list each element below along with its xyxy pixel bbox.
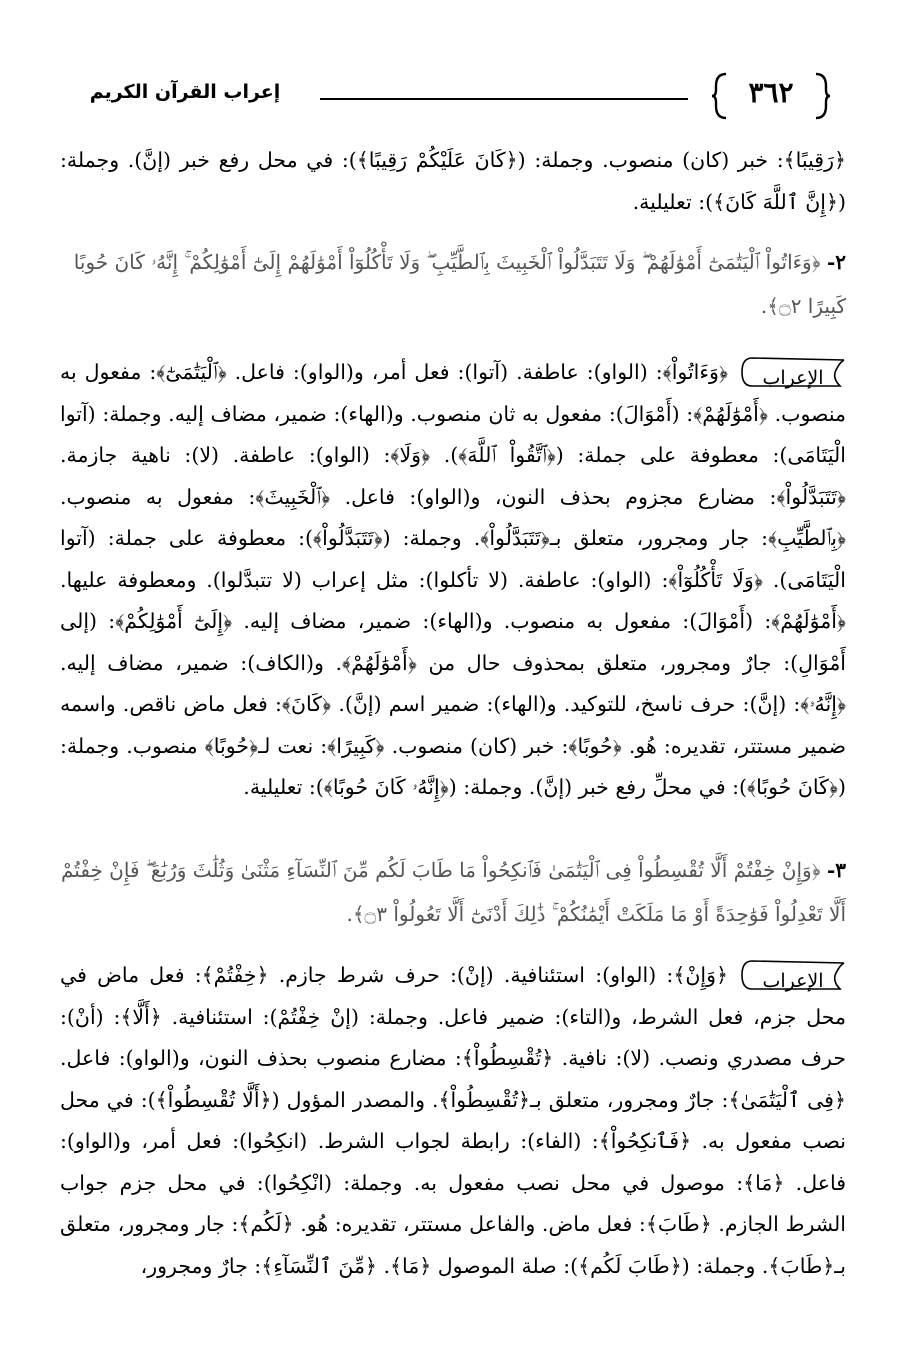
verse-text: ﴿وَءَاتُواْ ٱلْيَتَٰمَىٰٓ أَمْوَٰلَهُمْ ۖ وَلَا تَتَبَدَّلُواْ ٱلْخَبِيثَ بِٱلطَّيِّبِ ۖ وَلَا تَأْكُلُوٓاْ أَمْوَٰلَهُمْ إِلَىٰٓ أَمْوَٰلِكُمْ ۚ إِنَّهُۥ كَانَ حُوبًا كَبِيرًا ۝٢﴾. (73, 250, 846, 318)
page-header (60, 68, 830, 126)
verse-2 (60, 240, 846, 328)
irab-label-badge (740, 354, 846, 390)
verse-3 (60, 848, 846, 936)
verse-text: ﴿وَإِنْ خِفْتُمْ أَلَّا تُقْسِطُواْ فِى ٱلْيَتَٰمَىٰ فَٱنكِحُواْ مَا طَابَ لَكُم مِّنَ ٱلنِّسَآءِ مَثْنَىٰ وَثُلَٰثَ وَرُبَٰعَ ۖ فَإِنْ خِفْتُمْ أَلَّا تَعْدِلُواْ فَوَٰحِدَةً أَوْ مَا مَلَكَتْ أَيْمَٰنُكُمْ ۚ ذَٰلِكَ أَدْنَىٰٓ أَلَّا تَعُولُواْ ۝٣﴾. (61, 858, 846, 926)
irab-label: الإعراب (762, 970, 824, 992)
book-title: إعراب القرآن الكريم (89, 81, 281, 103)
irab-text: ﴿وَإِنْ﴾: (الواو): استئنافية. (إنْ): حرف شرط جازم. ﴿خِفْتُمْ﴾: فعل ماض في محل جزم، فعل الشرط، و(التاء): ضمير فاعل. وجملة: (إنْ خِفْتُمْ): استئنافية. ﴿أَلَّا﴾: (أنْ): حرف مصدري ونصب. (لا): نافية. ﴿تُقْسِطُواْ﴾: مضارع منصوب بحذف النون، و(الواو): فاعل. ﴿فِى ٱلْيَتَٰمَىٰ﴾: جارٌ ومجرور، متعلق بـ﴿تُقْسِطُواْ﴾. والمصدر المؤول (﴿أَلَّا تُقْسِطُواْ﴾): في محل نصب مفعول به. ﴿فَٱنكِحُواْ﴾: (الفاء): رابطة لجواب الشرط. (انكِحُوا): فعل أمر، و(الواو): فاعل. ﴿مَا﴾: موصول في محل نصب مفعول به. وجملة: (انْكِحُوا): في محل جزم جواب الشرط الجازم. ﴿طَابَ﴾: فعل ماض. والفاعل مستتر، تقديره: هُو. ﴿لَكُم﴾: جار ومجرور، متعلق بـ﴿طَابَ﴾. وجملة: (﴿طَابَ لَكُم﴾): صلة الموصول ﴿مَا﴾. ﴿مِّنَ ٱلنِّسَآءِ﴾: جارٌ ومجرور، (60, 963, 846, 1278)
irab-text: ﴿وَءَاتُواْ﴾: (الواو): عاطفة. (آتوا): فعل أمر، و(الواو): فاعل. ﴿ٱلْيَتَٰمَىٰٓ﴾: مفعول به منصوب. ﴿أَمْوَٰلَهُمْ﴾: (أَمْوَالَ): مفعول به ثان منصوب. و(الهاء): ضمير، مضاف إليه. وجملة: (آتوا الْيَتَامَى): معطوفة على جملة: (﴿ٱتَّقُواْ ٱللَّهَ﴾). ﴿وَلَا﴾: (الواو): عاطفة. (لا): ناهية جازمة. ﴿تَتَبَدَّلُواْ﴾: مضارع مجزوم بحذف النون، و(الواو): فاعل. ﴿ٱلْخَبِيثَ﴾: مفعول به منصوب. ﴿بِٱلطَّيِّبِ﴾: جار ومجرور، متعلق بـ﴿تَتَبَدَّلُواْ﴾. وجملة: (﴿تَتَبَدَّلُواْ﴾): معطوفة على جملة: (آتوا الْيَتَامَى). ﴿وَلَا تَأْكُلُوٓاْ﴾: (الواو): عاطفة. (لا تأكلوا): مثل إعراب (لا تتبدَّلوا). ومعطوفة عليها. ﴿أَمْوَٰلَهُمْ﴾: (أَمْوَالَ): مفعول به منصوب. و(الهاء): ضمير، مضاف إليه. ﴿إِلَىٰٓ أَمْوَٰلِكُمْ﴾: (إلى أَمْوَالِ): جارٌ ومجرور، متعلق بمحذوف حال من ﴿أَمْوَٰلَهُمْ﴾. و(الكاف): ضمير، مضاف إليه. ﴿إِنَّهُۥ﴾: (إنَّ): حرف ناسخ، للتوكيد. و(الهاء): ضمير اسم (إنَّ). ﴿كَانَ﴾: فعل ماض ناقص. واسمه ضمير مستتر، تقديره: هُو. ﴿حُوبًا﴾: خبر (كان) منصوب. ﴿كَبِيرًا﴾: نعت لـ﴿حُوبًا﴾ منصوب. وجملة: (﴿كَانَ حُوبًا﴾): في محلِّ رفع خبر (إنَّ). وجملة: (﴿إِنَّهُۥ كَانَ حُوبًا﴾): تعليلية. (60, 360, 846, 799)
verse-number: ٢- (826, 250, 846, 274)
paragraph-intro: ﴿رَقِيبًا﴾: خبر (كان) منصوب. وجملة: (﴿كَانَ عَلَيْكُمْ رَقِيبًا﴾): في محل رفع خبر (إنَّ). وجملة: (﴿إِنَّ ٱللَّهَ كَانَ﴾): تعليلية. (60, 148, 846, 214)
irab-section-2 (60, 352, 846, 809)
irab-label: الإعراب (762, 367, 824, 389)
irab-section-3 (60, 955, 846, 1287)
verse-number: ٣- (826, 858, 846, 882)
header-rule (320, 98, 688, 100)
page-number: ٣٦٢ (748, 76, 794, 109)
page-number-frame (712, 68, 830, 124)
irab-label-badge (740, 957, 846, 993)
